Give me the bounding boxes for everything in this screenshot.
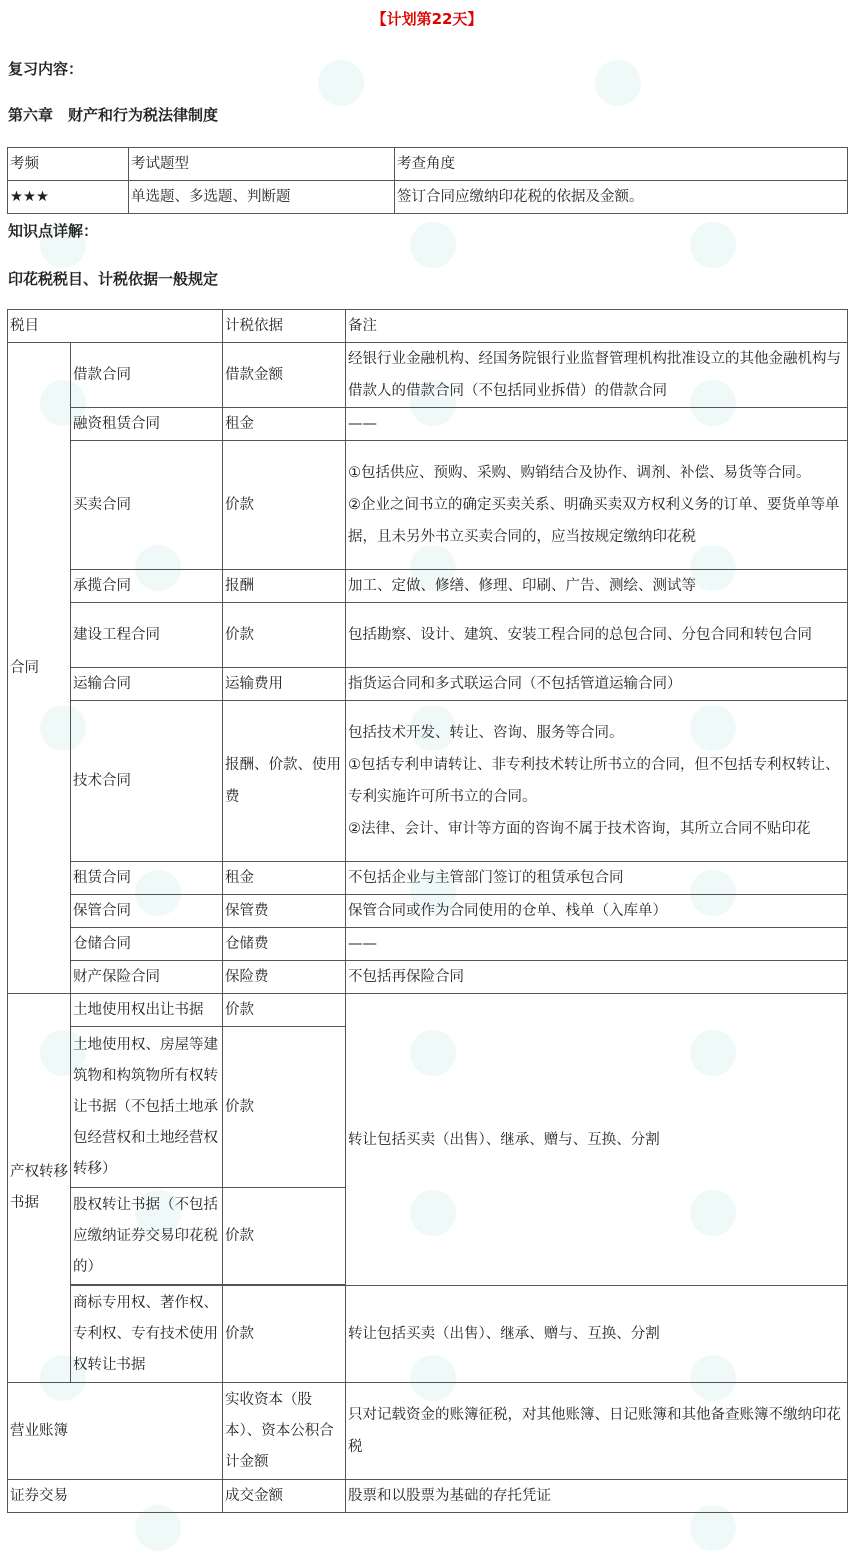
note-line: ①包括专利申请转让、非专利技术转让所书立的合同，但不包括专利权转让、专利实施许可所书立的合同。 xyxy=(348,757,840,805)
note-line: ①包括供应、预购、采购、购销结合及协作、调剂、补偿、易货等合同。 xyxy=(348,465,811,481)
note-cell: 经银行业金融机构、经国务院银行业监督管理机构批准设立的其他金融机构与借款人的借款合同（不包括同业拆借）的借款合同 xyxy=(346,343,848,408)
basis-cell: 价款 xyxy=(223,441,346,570)
item-cell: 商标专用权、著作权、专利权、专有技术使用权转让书据 xyxy=(71,1286,223,1383)
plan-title: 【计划第22天】 xyxy=(371,10,483,28)
header-cell: 税目 xyxy=(8,310,223,343)
note-cell: 只对记载资金的账簿征税，对其他账簿、日记账簿和其他备查账簿不缴纳印花税 xyxy=(346,1383,848,1480)
group-cell-contract: 合同 xyxy=(8,343,71,994)
table-row xyxy=(8,603,848,668)
group-cell-securities: 证券交易 xyxy=(8,1480,223,1513)
watermark-logo-icon xyxy=(690,222,736,268)
note-cell: —— xyxy=(346,408,848,441)
header-cell: 考查角度 xyxy=(395,148,848,181)
item-cell: 股权转让书据（不包括应缴纳证券交易印花税的） xyxy=(71,1188,223,1285)
watermark-logo-icon xyxy=(410,222,456,268)
basis-cell: 价款 xyxy=(223,603,346,668)
frequency-cell: ★★★ xyxy=(8,181,129,214)
item-cell: 承揽合同 xyxy=(71,570,223,603)
note-cell: 转让包括买卖（出售）、继承、赠与、互换、分割 xyxy=(346,1286,848,1383)
table-row xyxy=(8,310,848,343)
note-cell xyxy=(346,441,848,570)
item-cell: 建设工程合同 xyxy=(71,603,223,668)
note-cell: 指货运合同和多式联运合同（不包括管道运输合同） xyxy=(346,668,848,701)
table-row xyxy=(8,408,848,441)
exam-angle-cell: 签订合同应缴纳印花税的依据及金额。 xyxy=(395,181,848,214)
basis-cell: 价款 xyxy=(223,1286,346,1383)
note-cell: 不包括企业与主管部门签订的租赁承包合同 xyxy=(346,862,848,895)
item-cell: 借款合同 xyxy=(71,343,223,408)
group-cell-ledger: 营业账簿 xyxy=(8,1383,223,1480)
table-row xyxy=(8,701,848,862)
item-cell: 仓储合同 xyxy=(71,928,223,961)
knowledge-label: 知识点详解： xyxy=(8,222,99,240)
basis-cell: 价款 xyxy=(223,1027,346,1188)
table-row xyxy=(8,994,848,1027)
table-row xyxy=(8,895,848,928)
table-row xyxy=(8,1286,848,1383)
review-label: 复习内容： xyxy=(8,60,84,78)
note-cell: 不包括再保险合同 xyxy=(346,961,848,994)
table-row xyxy=(8,181,848,214)
table-row xyxy=(8,928,848,961)
summary-table xyxy=(7,147,848,214)
table-row xyxy=(8,862,848,895)
basis-cell: 借款金额 xyxy=(223,343,346,408)
table-row xyxy=(8,343,848,408)
basis-cell: 成交金额 xyxy=(223,1480,346,1513)
item-cell: 保管合同 xyxy=(71,895,223,928)
item-cell: 土地使用权出让书据 xyxy=(71,994,223,1027)
basis-cell: 报酬 xyxy=(223,570,346,603)
item-cell: 融资租赁合同 xyxy=(71,408,223,441)
table-row xyxy=(8,1383,848,1480)
item-cell: 租赁合同 xyxy=(71,862,223,895)
basis-cell: 租金 xyxy=(223,862,346,895)
header-cell: 备注 xyxy=(346,310,848,343)
item-cell: 买卖合同 xyxy=(71,441,223,570)
watermark-logo-icon xyxy=(595,60,641,106)
item-cell: 运输合同 xyxy=(71,668,223,701)
item-cell: 技术合同 xyxy=(71,701,223,862)
rules-table xyxy=(7,309,848,1513)
basis-cell: 保管费 xyxy=(223,895,346,928)
basis-cell: 租金 xyxy=(223,408,346,441)
basis-cell: 实收资本（股本）、资本公积合计金额 xyxy=(223,1383,346,1480)
table-row xyxy=(8,148,848,181)
table-row xyxy=(8,441,848,570)
header-cell: 计税依据 xyxy=(223,310,346,343)
group-cell-transfer: 产权转移书据 xyxy=(8,994,71,1383)
basis-cell: 价款 xyxy=(223,1188,346,1285)
note-cell: 加工、定做、修缮、修理、印刷、广告、测绘、测试等 xyxy=(346,570,848,603)
note-cell: —— xyxy=(346,928,848,961)
question-type-cell: 单选题、多选题、判断题 xyxy=(129,181,395,214)
watermark-logo-icon xyxy=(318,60,364,106)
note-line: ②法律、会计、审计等方面的咨询不属于技术咨询，其所立合同不贴印花 xyxy=(348,821,811,837)
table-row xyxy=(8,668,848,701)
basis-cell: 运输费用 xyxy=(223,668,346,701)
basis-cell: 仓储费 xyxy=(223,928,346,961)
note-line: ②企业之间书立的确定买卖关系、明确买卖双方权利义务的订单、要货单等单据，且未另外书立买卖合同的，应当按规定缴纳印花税 xyxy=(348,497,840,545)
basis-cell: 价款 xyxy=(223,994,346,1027)
note-cell xyxy=(346,701,848,862)
table-row xyxy=(8,570,848,603)
note-cell: 包括勘察、设计、建筑、安装工程合同的总包合同、分包合同和转包合同 xyxy=(346,603,848,668)
note-line: 包括技术开发、转让、咨询、服务等合同。 xyxy=(348,725,624,741)
section-title: 印花税税目、计税依据一般规定 xyxy=(8,270,219,288)
header-cell: 考试题型 xyxy=(129,148,395,181)
chapter-title: 第六章 财产和行为税法律制度 xyxy=(8,106,219,124)
header-cell: 考频 xyxy=(8,148,129,181)
note-cell: 股票和以股票为基础的存托凭证 xyxy=(346,1480,848,1513)
basis-cell: 报酬、价款、使用费 xyxy=(223,701,346,862)
item-cell: 土地使用权、房屋等建筑物和构筑物所有权转让书据（不包括土地承包经营权和土地经营权转移） xyxy=(71,1027,223,1188)
note-cell: 转让包括买卖（出售）、继承、赠与、互换、分割 xyxy=(346,994,848,1286)
note-cell: 保管合同或作为合同使用的仓单、栈单（入库单） xyxy=(346,895,848,928)
basis-cell: 保险费 xyxy=(223,961,346,994)
item-cell: 财产保险合同 xyxy=(71,961,223,994)
table-row xyxy=(8,1480,848,1513)
table-row xyxy=(8,961,848,994)
